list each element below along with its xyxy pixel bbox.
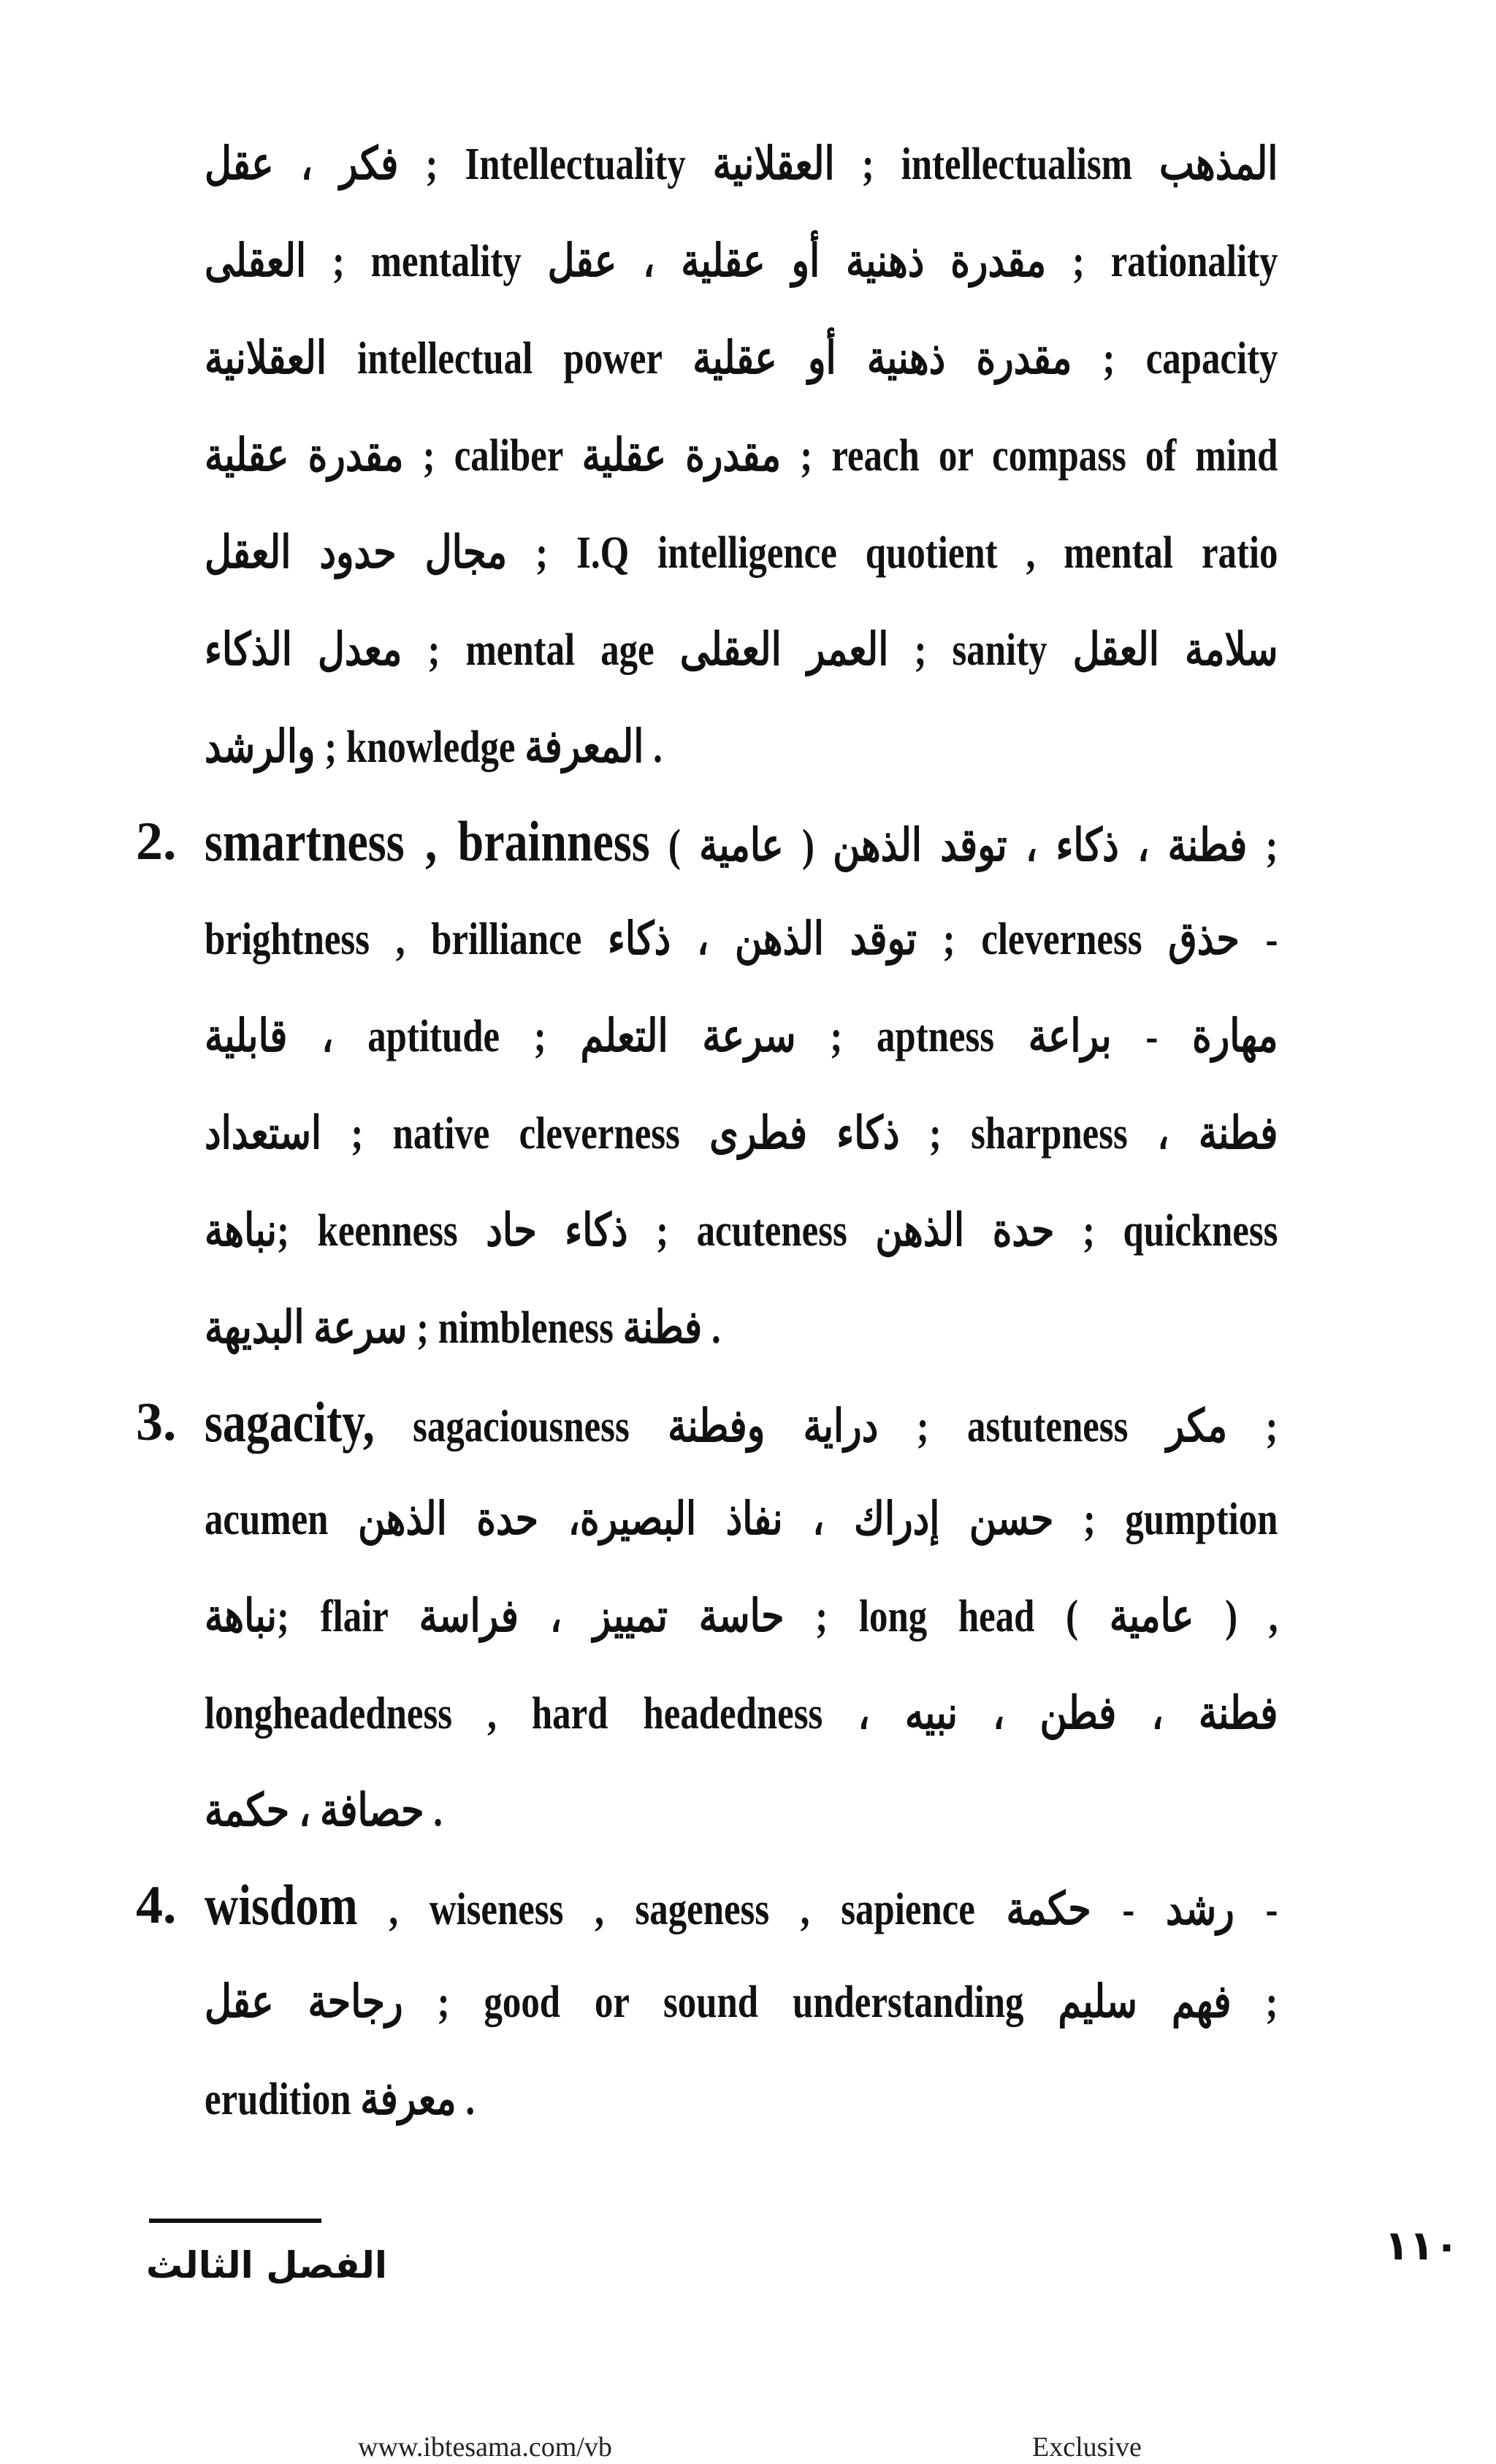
entry-headword: wisdom xyxy=(205,1873,358,1937)
text-line: حصافة ، حكمة . xyxy=(205,1786,443,1836)
text-line: نباهة; flair حاسة تمييز ، فراسة ; long head ( عامية ) , xyxy=(205,1592,1278,1641)
text-line: والرشد ; knowledge المعرفة . xyxy=(205,722,663,772)
text-line: brightness , brilliance توقد الذهن ، ذكاء ; cleverness حذق - xyxy=(205,915,1278,964)
text-line: معدل الذكاء ; mental age العمر العقلى ; sanity سلامة العقل xyxy=(205,625,1278,675)
exclusive-tag: Exclusive xyxy=(1032,2432,1142,2463)
text-line: سرعة البديهة ; nimbleness فطنة . xyxy=(205,1303,721,1353)
text-line: نباهة; keenness ذكاء حاد ; acuteness حدة الذهن ; quickness xyxy=(205,1206,1278,1256)
entry-number: 2. xyxy=(136,812,177,871)
chapter-label: الفصل الثالث xyxy=(146,2244,388,2286)
text-line: العقلى ; mentality مقدرة ذهنية أو عقلية ، عقل ; rationality xyxy=(205,237,1278,286)
text-line: acumen حسن إدراك ، نفاذ البصيرة، حدة الذهن ; gumption xyxy=(205,1495,1278,1544)
entry-number: 4. xyxy=(136,1875,177,1935)
entry-first-line-rest: ( عامية ) فطنة ، ذكاء ، توقد الذهن ; xyxy=(668,821,1278,871)
entry-first-line xyxy=(205,809,1278,875)
entry-first-line-rest: , wiseness , sageness , sapience رشد - حكمة - xyxy=(389,1885,1278,1934)
entry-headword: smartness , brainness xyxy=(205,809,650,873)
text-line: مجال حدود العقل ; I.Q intelligence quotient , mental ratio xyxy=(205,528,1278,578)
text-line: فكر ، عقل ; Intellectuality العقلانية ; intellectualism المذهب xyxy=(205,140,1278,189)
footer-rule xyxy=(149,2219,321,2223)
text-line: longheadedness , hard headedness ، فطنة ، فطن ، نبيه xyxy=(205,1689,1278,1739)
entry-first-line xyxy=(205,1390,1278,1456)
text-line: erudition معرفة . xyxy=(205,2075,476,2124)
text-line: رجاحة عقل ; good or sound understanding فهم سليم ; xyxy=(205,1977,1278,2027)
entry-number: 3. xyxy=(136,1392,177,1452)
entry-first-line xyxy=(205,1873,1278,1939)
text-line: قابلية ، aptitude ; سرعة التعلم ; aptness مهارة - براعة xyxy=(205,1012,1278,1061)
website-url: www.ibtesama.com/vb xyxy=(358,2432,612,2463)
page-number: ١١٠ xyxy=(1384,2222,1459,2270)
text-line: العقلانية intellectual power مقدرة ذهنية أو عقلية ; capacity xyxy=(205,334,1278,384)
entry-headword: sagacity, xyxy=(205,1390,375,1454)
entry-first-line-rest: sagaciousness دراية وفطنة ; astuteness مكر ; xyxy=(413,1402,1278,1452)
text-line: مقدرة عقلية ; caliber مقدرة عقلية ; reach or compass of mind xyxy=(205,431,1278,481)
text-line: استعداد ; native cleverness ذكاء فطرى ; sharpness ، فطنة xyxy=(205,1109,1278,1159)
